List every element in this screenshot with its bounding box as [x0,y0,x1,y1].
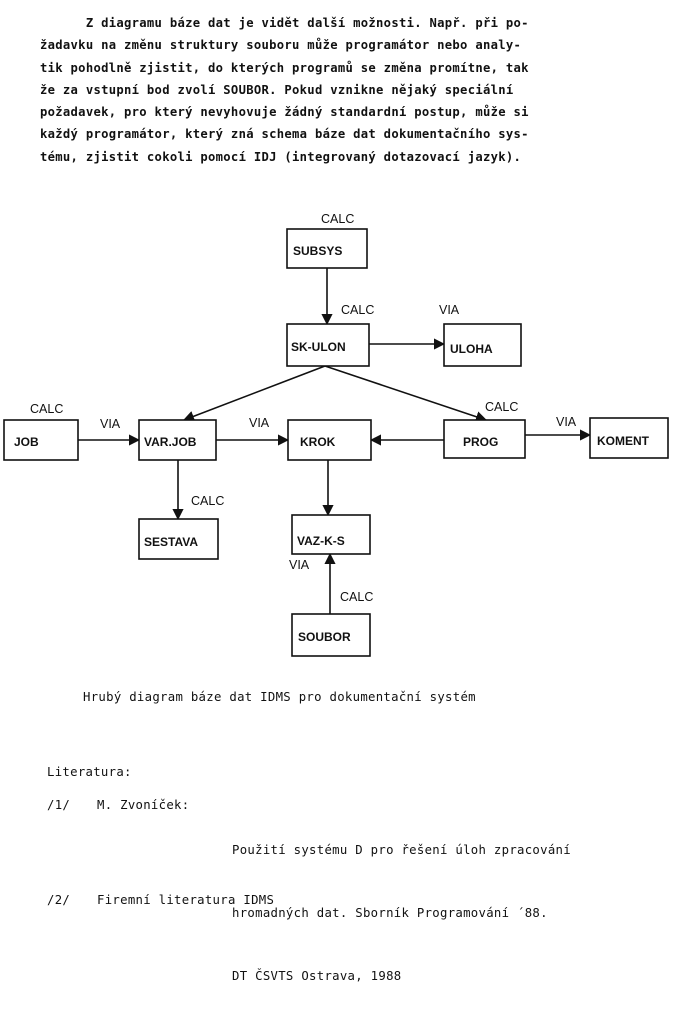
edge-skulon-prog [325,366,486,420]
varjob-via-label: VIA [100,417,121,431]
krok-via-label: VIA [249,416,270,430]
soubor-calc-label: CALC [340,590,374,604]
job-calc-label: CALC [30,402,64,416]
koment-via-label: VIA [556,415,577,429]
node-vazks-label: VAZ-K-S [297,534,345,548]
paragraph-line: každý programátor, který zná schema báze dat dokumentačního sys- [40,127,529,142]
node-skulon-label: SK-ULON [291,340,346,354]
literature-heading: Literatura: [47,765,132,779]
reference-line: hromadných dat. Sborník Programování ´88. [232,906,548,920]
reference-title: Firemní literatura IDMS [97,893,275,907]
diagram-caption: Hrubý diagram báze dat IDMS pro dokumentační systém [83,690,476,704]
edge-skulon-varjob [184,366,325,420]
uloha-via-label: VIA [439,303,460,317]
reference-number: /1/ [47,798,71,812]
vazks-via-label: VIA [289,558,310,572]
node-soubor-label: SOUBOR [298,630,351,644]
paragraph-line: žadavku na změnu struktury souboru může programátor nebo analy- [40,38,522,53]
node-job-label: JOB [14,435,39,449]
subsys-calc-label: CALC [321,212,355,226]
skulon-calc-label: CALC [341,303,375,317]
node-koment-label: KOMENT [597,434,649,448]
prog-calc-label: CALC [485,400,519,414]
paragraph-line: tému, zjistit cokoli pomocí IDJ (integrovaný dotazovací jazyk). [40,149,522,164]
reference-body [232,798,571,1029]
paragraph-line: Z diagramu báze dat je vidět další možnosti. Např. při po- [40,16,529,30]
intro-paragraph [40,12,670,168]
node-subsys-label: SUBSYS [293,244,343,258]
reference-line: DT ČSVTS Ostrava, 1988 [232,969,402,983]
database-diagram [0,200,689,680]
paragraph-line: požadavek, pro který nevyhovuje žádný standardní postup, může si [40,105,529,120]
paragraph-line: tik pohodlně zjistit, do kterých programů se změna promítne, tak [40,60,529,75]
reference-line: Použití systému D pro řešení úloh zpracování [232,843,571,857]
node-prog-label: PROG [463,435,499,449]
node-varjob-label: VAR.JOB [144,435,197,449]
node-uloha-label: ULOHA [450,342,493,356]
node-sestava-label: SESTAVA [144,535,199,549]
paragraph-line: že za vstupní bod zvolí SOUBOR. Pokud vznikne nějaký speciální [40,82,514,97]
node-krok-label: KROK [300,435,336,449]
reference-author: M. Zvoníček: [97,798,190,812]
reference-number: /2/ [47,893,71,907]
sestava-calc-label: CALC [191,494,225,508]
